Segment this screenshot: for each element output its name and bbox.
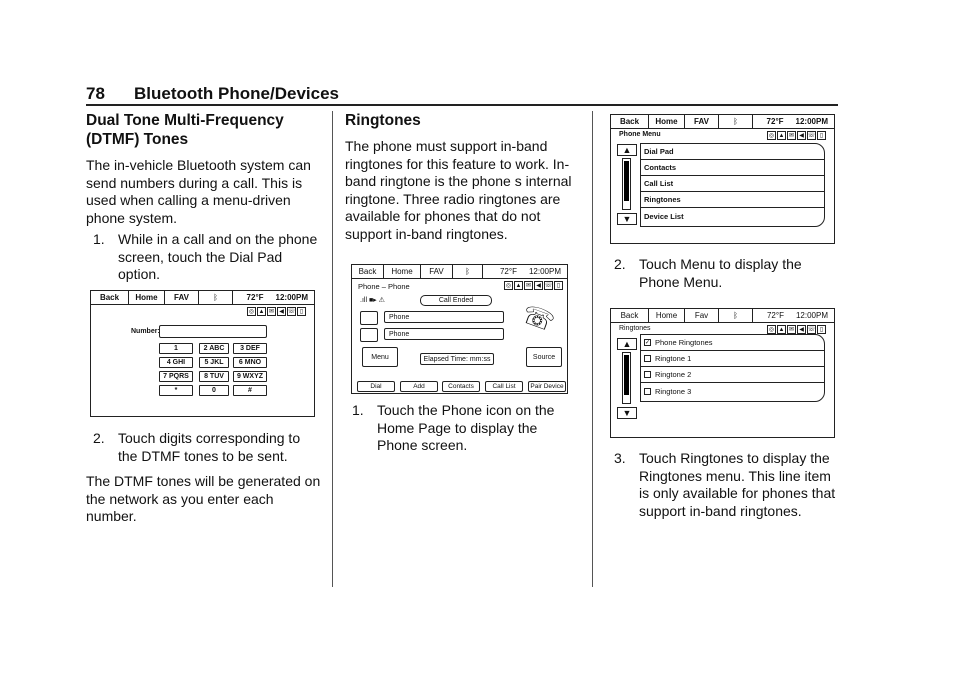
column-menu-step xyxy=(607,256,843,291)
phone-bottom-button[interactable]: Call List xyxy=(485,381,523,392)
page-title: Bluetooth Phone/Devices xyxy=(134,84,339,103)
line-2-indicator xyxy=(360,328,378,342)
phone-menu-item[interactable]: Device List xyxy=(644,211,684,221)
ringtones-list xyxy=(640,334,825,402)
bluetooth-icon: ᛒ xyxy=(719,115,753,128)
column-ringtones-cont xyxy=(345,402,581,455)
page-number: 78 xyxy=(86,84,105,103)
phone-bottom-button[interactable]: Add xyxy=(400,381,438,392)
paragraph: The DTMF tones will be generated on the network as you enter each number. xyxy=(86,473,321,524)
column-ringtones-step xyxy=(607,450,843,520)
status-icons: ◎ ▲ ✉ ◀ ☏ ▯ xyxy=(767,325,826,334)
status-bar: Back Home FAV ᛒ 72°F 12:00PM xyxy=(611,115,834,129)
phone-field-2: Phone xyxy=(384,328,504,340)
section-heading-dtmf: Dual Tone Multi-Frequency (DTMF) Tones xyxy=(86,112,284,148)
dialpad-key[interactable]: * xyxy=(159,385,193,396)
step-2: 2. Touch Menu to display the Phone Menu. xyxy=(614,256,802,290)
step-3: 3. Touch Ringtones to display the Ringtones menu. This line item is only available for phones that support in-band ringtones. xyxy=(614,450,836,519)
dialpad-key[interactable]: 5 JKL xyxy=(199,357,229,368)
scrollbar[interactable] xyxy=(622,158,631,210)
status-icons: ◎ ▲ ✉ ◀ ☏ ▯ xyxy=(247,307,306,316)
phone-bottom-button[interactable]: Dial xyxy=(357,381,395,392)
column-divider xyxy=(332,111,333,587)
column-ringtones xyxy=(345,111,581,243)
screenshot-phone-menu: Back Home FAV ᛒ 72°F 12:00PM Phone Menu ◎ ▲ ✉ ◀ ☏ ▯ ▲ ▼ Dial Pad Contacts Call List Ringtones Device List xyxy=(610,114,835,244)
phone-menu-list xyxy=(640,143,825,227)
dialpad-key[interactable]: 9 WXYZ xyxy=(233,371,267,382)
bluetooth-icon: ᛒ xyxy=(453,265,483,278)
dialpad-key[interactable]: 0 xyxy=(199,385,229,396)
phone-bottom-button[interactable]: Pair Device xyxy=(528,381,566,392)
checkbox-icon[interactable] xyxy=(644,371,651,378)
step-2: 2. Touch digits corresponding to the DTMF tones to be sent. xyxy=(93,430,301,464)
elapsed-time: Elapsed Time: mm:ss xyxy=(420,353,494,365)
status-bar: Back Home FAV ᛒ 72°F 12:00PM xyxy=(91,291,314,305)
source-button[interactable]: Source xyxy=(526,347,562,367)
screenshot-phone: Back Home FAV ᛒ 72°F 12:00PM Phone – Phone ◎ ▲ ✉ ◀ ☏ ▯ .ıll ■▸ ⚠ Call Ended Phone Phone ☏ Menu Elapsed Time: mm:ss Source Dial Add Contacts Call List Pair Device xyxy=(351,264,568,394)
column-divider xyxy=(592,111,593,587)
header-rule xyxy=(86,104,838,106)
signal-battery-icon: .ıll ■▸ ⚠ xyxy=(360,297,385,304)
paragraph: The in-vehicle Bluetooth system can send numbers during a call. This is used when calling a menu-driven phone system. xyxy=(86,157,311,226)
column-dtmf-cont xyxy=(86,430,322,526)
column-dtmf xyxy=(86,111,322,284)
screenshot-dialpad: Back Home FAV ᛒ 72°F 12:00PM ◎ ▲ ✉ ◀ ☏ ▯ Number: 1 2 ABC 3 DEF 4 GHI 5 JKL 6 MNO 7 PQRS 8 TUV 9 WXYZ * 0 # xyxy=(90,290,315,417)
menu-button[interactable]: Menu xyxy=(362,347,398,367)
scroll-down-button[interactable]: ▼ xyxy=(617,213,637,225)
scrollbar[interactable] xyxy=(622,352,631,404)
phone-menu-item[interactable]: Call List xyxy=(641,176,824,192)
scroll-up-button[interactable]: ▲ xyxy=(617,338,637,350)
ringtone-label: Ringtone 2 xyxy=(655,370,692,379)
phone-menu-item[interactable]: Ringtones xyxy=(641,192,824,208)
checkbox-icon[interactable] xyxy=(644,355,651,362)
phone-menu-item[interactable]: Dial Pad xyxy=(641,144,824,160)
call-status-badge: Call Ended xyxy=(420,295,492,306)
phone-field-1: Phone xyxy=(384,311,504,323)
status-icons: ◎ ▲ ✉ ◀ ☏ ▯ xyxy=(504,281,563,290)
bluetooth-icon: ᛒ xyxy=(719,309,753,322)
status-icons: ◎ ▲ ✉ ◀ ☏ ▯ xyxy=(767,131,826,140)
step-1: 1. Touch the Phone icon on the Home Page to display the Phone screen. xyxy=(352,402,555,453)
scroll-down-button[interactable]: ▼ xyxy=(617,407,637,419)
ringtone-item[interactable] xyxy=(641,383,824,399)
line-1-indicator xyxy=(360,311,378,325)
phone-bottom-button[interactable]: Contacts xyxy=(442,381,480,392)
screenshot-ringtones: Back Home Fav ᛒ 72°F 12:00PM Ringtones ◎ ▲ ✉ ◀ ☏ ▯ ▲ ▼ ✓ Phone Ringtones Ringtone 1 Ringtone 2 Ringtone 3 xyxy=(610,308,835,438)
page-header xyxy=(86,84,339,104)
ringtone-label: Ringtone 1 xyxy=(655,354,692,363)
dialpad-key[interactable]: # xyxy=(233,385,267,396)
scroll-up-button[interactable]: ▲ xyxy=(617,144,637,156)
ringtone-item[interactable] xyxy=(641,351,824,367)
status-bar: Back Home Fav ᛒ 72°F 12:00PM xyxy=(611,309,834,323)
bluetooth-icon: ᛒ xyxy=(199,291,233,304)
dialpad-key[interactable]: 1 xyxy=(159,343,193,354)
handset-icon: ☏ xyxy=(518,298,559,338)
ringtone-label: Phone Ringtones xyxy=(655,338,713,347)
ringtone-label: Ringtone 3 xyxy=(655,386,692,396)
section-heading-ringtones: Ringtones xyxy=(345,112,421,129)
checkbox-icon[interactable] xyxy=(644,388,651,395)
dialpad-key[interactable]: 8 TUV xyxy=(199,371,229,382)
dialpad-key[interactable]: 3 DEF xyxy=(233,343,267,354)
phone-menu-item[interactable]: Contacts xyxy=(641,160,824,176)
ringtone-item[interactable] xyxy=(641,367,824,383)
dialpad-key[interactable]: 7 PQRS xyxy=(159,371,193,382)
paragraph: The phone must support in-band ringtones for this feature to work. In-band ringtone is the phone s internal ringtone. Three radio ringtones are available for phones that do not support in-band ringtones. xyxy=(345,138,572,242)
dialpad-key[interactable]: 4 GHI xyxy=(159,357,193,368)
dialpad-key[interactable]: 2 ABC xyxy=(199,343,229,354)
status-bar: Back Home FAV ᛒ 72°F 12:00PM xyxy=(352,265,567,279)
number-field xyxy=(159,325,267,338)
dialpad-key[interactable]: 6 MNO xyxy=(233,357,267,368)
checkbox-checked-icon[interactable]: ✓ xyxy=(645,340,651,346)
step-1: 1. While in a call and on the phone screen, touch the Dial Pad option. xyxy=(93,231,318,282)
ringtone-item[interactable] xyxy=(641,335,824,351)
